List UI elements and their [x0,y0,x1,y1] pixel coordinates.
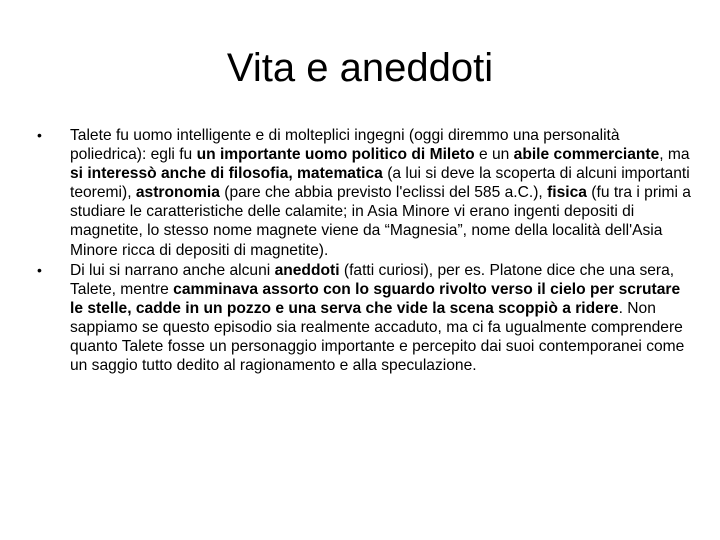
text-run: Di lui si narrano anche alcuni [70,261,275,279]
bold-text-run: si interessò anche di filosofia, matematica [70,165,383,183]
text-run: (pare che abbia previsto l'eclissi del 585 a.C.), [219,184,548,202]
text-run: (fu tra i primi a studiare le caratteristiche delle calamite; in Asia Minore vi erano ingenti depositi di magnetite, lo stesso nome magnete viene da “Magnesia”, nome della località dell'Asia Minore ricca di depositi di magnetite). [70,184,691,259]
bold-text-run: abile commerciante [513,146,660,164]
bold-text-run: astronomia [135,184,220,202]
text-run: , ma [659,146,690,164]
text-run: (fatti curiosi), per es. Platone dice che una sera, Talete, mentre [70,261,675,298]
text-run: Talete fu uomo intelligente e di molteplici ingegni (oggi diremmo una personalità poliedrica): egli fu [70,127,620,164]
text-run: e un [474,146,514,164]
bullet-item-anecdotes [37,261,694,376]
bold-text-run: camminava assorto con lo sguardo rivolto verso il cielo per scrutare le stelle, cadde in un pozzo e una serva che vide la scena scoppiò a ridere [70,280,681,317]
bold-text-run: fisica [547,184,587,202]
text-run: . Non sappiamo se questo episodio sia realmente accaduto, ma ci fa ugualmente comprendere quanto Talete fosse un personaggio importante e percepito dai suoi contemporanei come un saggio tutto dedito al ragionamento e alla speculazione. [70,299,685,375]
text-run: (a lui si deve la scoperta di alcuni importanti teoremi), [70,165,690,202]
bullet-item-life [37,126,694,260]
slide-title: Vita e aneddoti [226,46,494,90]
bold-text-run: aneddoti [274,261,340,279]
bullet-list [37,126,694,376]
bold-text-run: un importante uomo politico di Mileto [196,146,475,164]
bullet-icon: • [37,261,42,278]
bullet-icon: • [37,127,42,143]
